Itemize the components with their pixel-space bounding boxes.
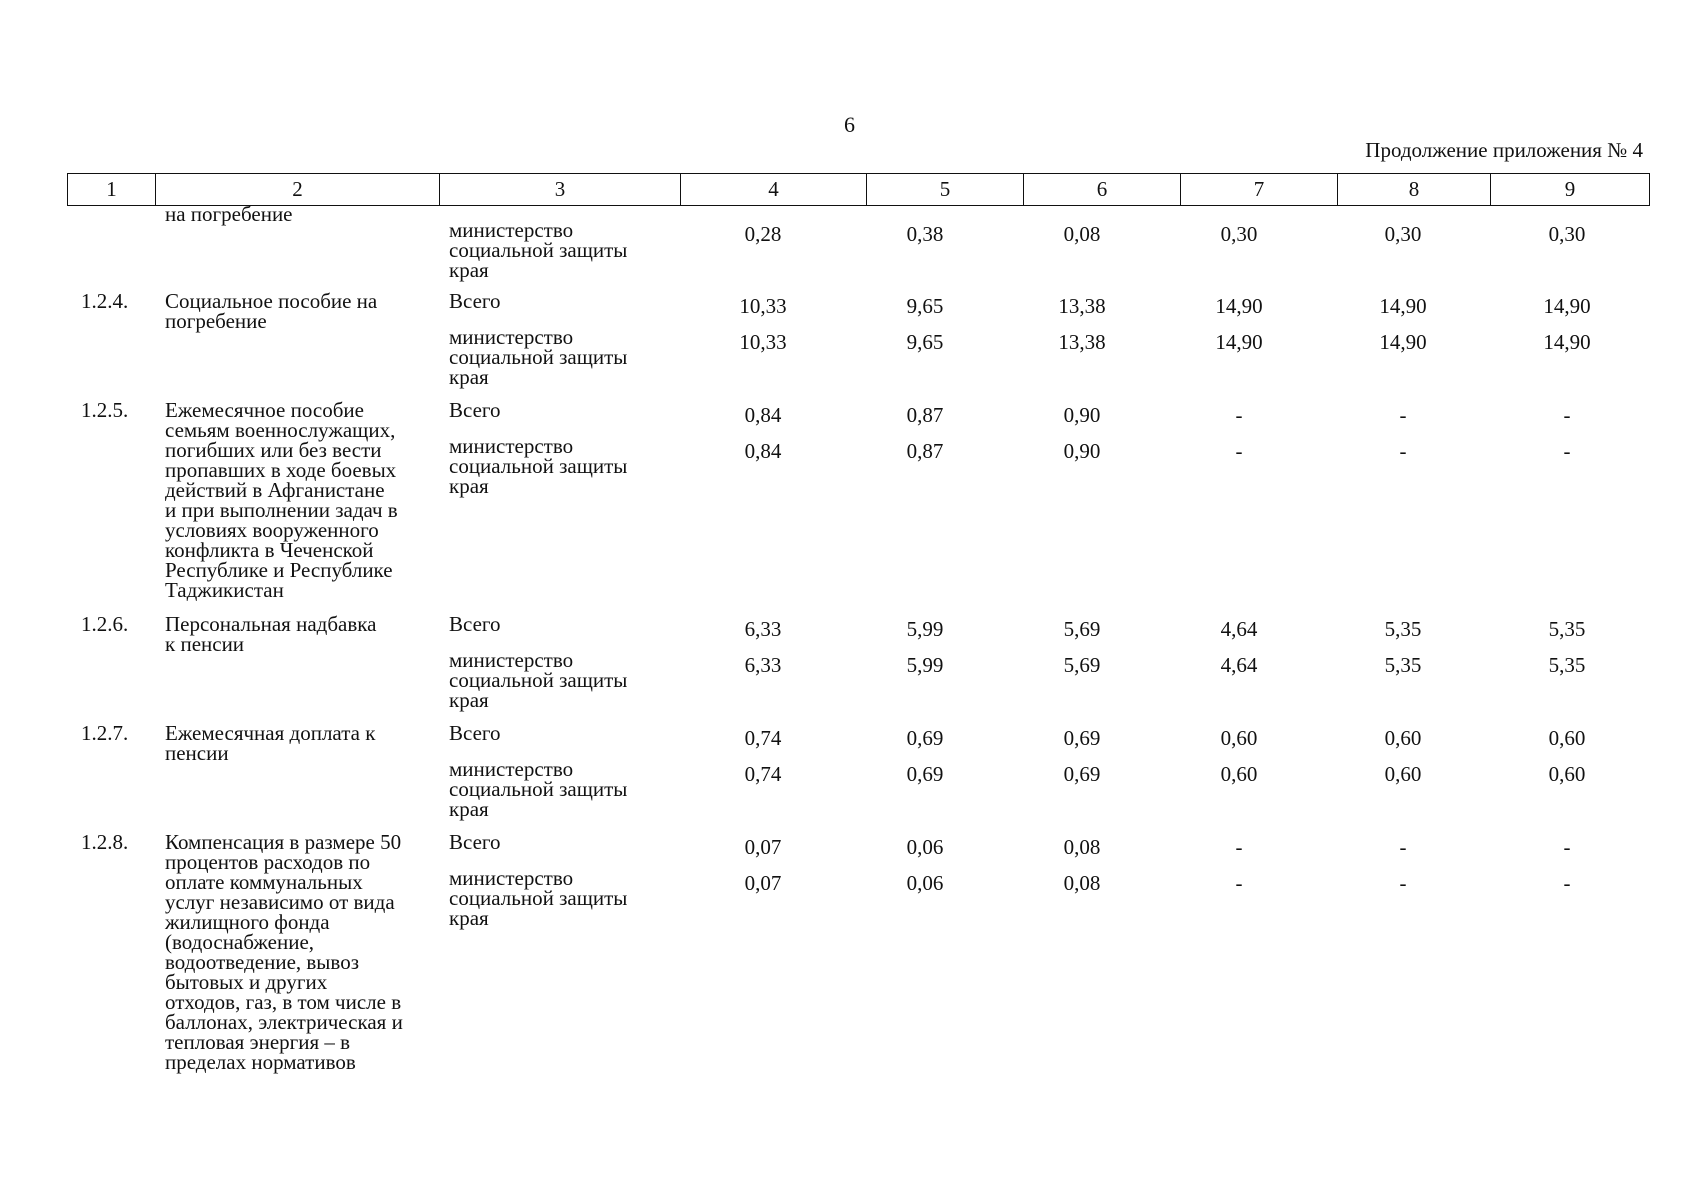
row-name-line: конфликта в Чеченской (165, 538, 374, 562)
executor-line: министерство (449, 325, 574, 349)
row-name-line: Ежемесячная доплата к (165, 721, 376, 745)
value-cell: 9,65 (906, 330, 944, 354)
value-cell: 0,08 (1063, 222, 1101, 246)
value-cell: 0,07 (744, 835, 782, 859)
value-cell: - (1399, 835, 1407, 859)
value-cell: - (1563, 439, 1571, 463)
executor-line: края (449, 688, 489, 712)
continuation-label: Продолжение приложения № 4 (1365, 138, 1643, 162)
row-name-line: Компенсация в размере 50 (165, 830, 402, 854)
executor-line: Всего (449, 289, 501, 313)
row-name-line: (водоснабжение, (165, 930, 315, 954)
header-row (68, 174, 1650, 206)
row-name-line: условиях вооруженного (165, 518, 379, 542)
executor-line: Всего (449, 612, 501, 636)
executor-line: социальной защиты (449, 668, 628, 692)
value-cell: 0,60 (1548, 726, 1586, 750)
value-cell: 0,90 (1063, 439, 1101, 463)
page-number: 6 (844, 112, 855, 137)
row-name-line: пропавших в ходе боевых (165, 458, 397, 482)
header-col-8: 8 (1338, 174, 1491, 206)
value-cell: 14,90 (1379, 330, 1427, 354)
executor-line: социальной защиты (449, 345, 628, 369)
header-col-5: 5 (867, 174, 1024, 206)
row-name-line: на погребение (165, 202, 293, 226)
value-cell: 6,33 (744, 617, 782, 641)
row-name-line: погребение (165, 309, 267, 333)
value-cell: 0,60 (1384, 762, 1422, 786)
value-cell: 5,99 (906, 653, 944, 677)
value-cell: 0,74 (744, 762, 782, 786)
executor-line: социальной защиты (449, 238, 628, 262)
row-name-line: к пенсии (165, 632, 245, 656)
value-cell: 0,06 (906, 835, 944, 859)
header-col-1: 1 (68, 174, 156, 206)
row-name-line: семьям военнослужащих, (165, 418, 396, 442)
executor-line: министерство (449, 866, 574, 890)
value-cell: 0,60 (1384, 726, 1422, 750)
row-code: 1.2.7. (81, 721, 129, 745)
value-cell: - (1563, 403, 1571, 427)
executor-line: Всего (449, 830, 501, 854)
row-name-line: Республике и Республике (165, 558, 393, 582)
row-name-line: жилищного фонда (165, 910, 330, 934)
value-cell: 0,06 (906, 871, 944, 895)
value-cell: 10,33 (739, 294, 787, 318)
value-cell: - (1235, 403, 1243, 427)
row-name-line: Социальное пособие на (165, 289, 378, 313)
value-cell: 6,33 (744, 653, 782, 677)
row-code: 1.2.8. (81, 830, 129, 854)
value-cell: 9,65 (906, 294, 944, 318)
value-cell: 0,60 (1220, 726, 1258, 750)
row-name-line: Ежемесячное пособие (165, 398, 364, 422)
value-cell: - (1399, 403, 1407, 427)
header-col-9: 9 (1491, 174, 1650, 206)
executor-line: социальной защиты (449, 454, 628, 478)
value-cell: 0,30 (1220, 222, 1258, 246)
executor-line: края (449, 906, 489, 930)
executor-line: Всего (449, 721, 501, 745)
value-cell: 0,69 (906, 726, 944, 750)
value-cell: 5,35 (1548, 617, 1586, 641)
row-name-line: пенсии (165, 741, 229, 765)
value-cell: 5,99 (906, 617, 944, 641)
row-name-line: пределах нормативов (165, 1050, 356, 1074)
value-cell: 0,38 (906, 222, 944, 246)
value-cell: 0,28 (744, 222, 782, 246)
value-cell: - (1235, 871, 1243, 895)
executor-line: министерство (449, 218, 574, 242)
value-cell: 10,33 (739, 330, 787, 354)
row-name-line: погибших или без вести (165, 438, 382, 462)
executor-line: министерство (449, 434, 574, 458)
row-name-line: оплате коммунальных (165, 870, 363, 894)
value-cell: 14,90 (1543, 330, 1591, 354)
column-header-table (67, 173, 1650, 206)
row-code: 1.2.6. (81, 612, 129, 636)
value-cell: 14,90 (1215, 294, 1263, 318)
row-name-line: бытовых и других (165, 970, 328, 994)
executor-line: социальной защиты (449, 886, 628, 910)
value-cell: 0,69 (1063, 762, 1101, 786)
row-name-line: отходов, газ, в том числе в (165, 990, 402, 1014)
value-cell: 0,08 (1063, 871, 1101, 895)
executor-line: края (449, 365, 489, 389)
value-cell: 5,69 (1063, 653, 1101, 677)
value-cell: - (1235, 835, 1243, 859)
value-cell: 0,84 (744, 403, 782, 427)
value-cell: - (1563, 871, 1571, 895)
row-name-line: тепловая энергия – в (165, 1030, 351, 1054)
header-col-3: 3 (440, 174, 681, 206)
value-cell: 13,38 (1058, 330, 1106, 354)
executor-line: Всего (449, 398, 501, 422)
value-cell: 0,74 (744, 726, 782, 750)
executor-line: министерство (449, 757, 574, 781)
row-name-line: баллонах, электрическая и (165, 1010, 403, 1034)
value-cell: 4,64 (1220, 617, 1258, 641)
value-cell: 14,90 (1379, 294, 1427, 318)
value-cell: 0,30 (1548, 222, 1586, 246)
value-cell: 5,35 (1384, 617, 1422, 641)
value-cell: 0,84 (744, 439, 782, 463)
row-name-line: Таджикистан (165, 578, 284, 602)
row-name-line: и при выполнении задач в (165, 498, 398, 522)
executor-line: министерство (449, 648, 574, 672)
value-cell: 0,30 (1384, 222, 1422, 246)
value-cell: 13,38 (1058, 294, 1106, 318)
row-name-line: услуг независимо от вида (165, 890, 395, 914)
header-col-6: 6 (1024, 174, 1181, 206)
value-cell: 0,69 (906, 762, 944, 786)
value-cell: 0,60 (1220, 762, 1258, 786)
value-cell: 0,08 (1063, 835, 1101, 859)
value-cell: - (1399, 871, 1407, 895)
value-cell: 14,90 (1543, 294, 1591, 318)
header-col-4: 4 (681, 174, 867, 206)
row-code: 1.2.4. (81, 289, 129, 313)
row-name-line: действий в Афганистане (165, 478, 385, 502)
row-code: 1.2.5. (81, 398, 129, 422)
value-cell: - (1235, 439, 1243, 463)
value-cell: 4,64 (1220, 653, 1258, 677)
value-cell: 0,87 (906, 439, 944, 463)
row-name-line: водоотведение, вывоз (165, 950, 359, 974)
row-name-line: процентов расходов по (165, 850, 371, 874)
value-cell: 0,87 (906, 403, 944, 427)
header-col-7: 7 (1181, 174, 1338, 206)
executor-line: края (449, 258, 489, 282)
value-cell: 0,60 (1548, 762, 1586, 786)
value-cell: - (1563, 835, 1571, 859)
value-cell: 0,07 (744, 871, 782, 895)
value-cell: 0,69 (1063, 726, 1101, 750)
value-cell: 5,35 (1548, 653, 1586, 677)
executor-line: края (449, 474, 489, 498)
header-col-2: 2 (156, 174, 440, 206)
value-cell: 14,90 (1215, 330, 1263, 354)
value-cell: 5,69 (1063, 617, 1101, 641)
executor-line: социальной защиты (449, 777, 628, 801)
row-name-line: Персональная надбавка (165, 612, 377, 636)
value-cell: 0,90 (1063, 403, 1101, 427)
executor-line: края (449, 797, 489, 821)
value-cell: 5,35 (1384, 653, 1422, 677)
value-cell: - (1399, 439, 1407, 463)
